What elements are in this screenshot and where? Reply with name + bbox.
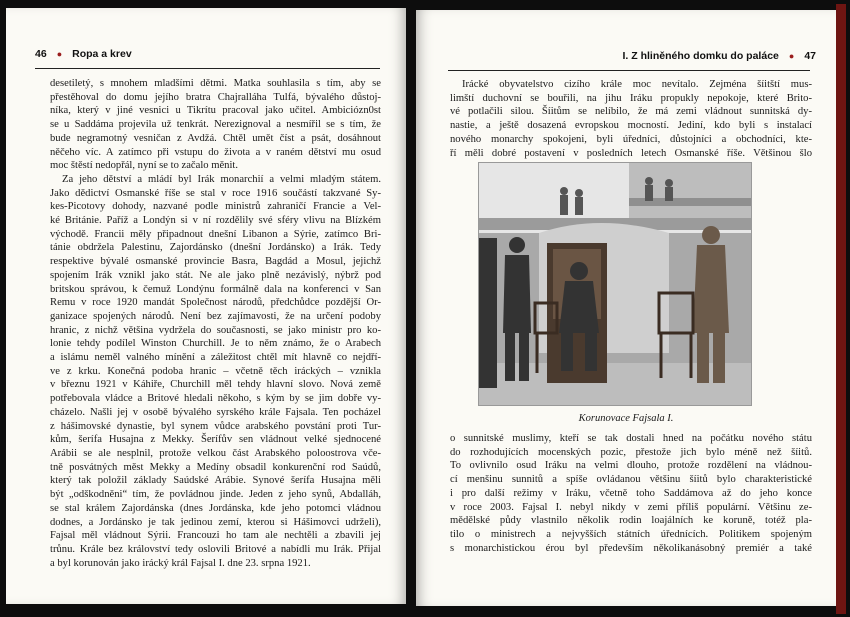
- text-line: a islámu neměl valného mínění a záležitost chtěl mít hlavně co nejdří-: [50, 352, 381, 364]
- text-line: Arábii se ale nesplnil, protože velkou část Arabského poloostrova vče-: [50, 447, 381, 459]
- text-line: nastie, a ještě dosazená evropskou mocností. Jediní, kdo byli s instalací: [450, 120, 812, 132]
- text-line: a byl korunován jako irácký král Fajsal I. dne 23. srpna 1921.: [50, 557, 311, 569]
- text-line: nového monarchy spokojeni, byli úředníci, důstojníci a obchodníci, kte-: [450, 133, 812, 145]
- text-line: ké Británie. Paříž a Londýn si v ní rozdělily své sféry vlivu na Blízkém: [50, 215, 381, 227]
- right-page-number: 47: [804, 50, 816, 62]
- text-line: kům, šerífa Husajna z Mekky. Šerífův sen vládnout velké sjednocené: [50, 434, 381, 446]
- text-line: lonie tehdy podílel Winston Churchill. Je to něm známo, že o Arabech: [50, 338, 381, 350]
- right-page: [416, 10, 836, 606]
- text-line: v roce 2003. Fajsal I. nebyl nikdy v zemi příliš populární. Většinu ze-: [450, 501, 812, 513]
- text-line: Jako dědictví Osmanské říše se stal v roce 1916 součástí takzvané Sy-: [50, 187, 381, 199]
- text-line: tánie obdržela Palestinu, Zajordánsko (dnešní Jordánsko) a Irák. Tedy: [50, 242, 381, 254]
- text-line: se u Saddáma projevila už tenkrát. Nerezignoval a nesmířil se s tím, že: [50, 119, 381, 131]
- text-line: ganizace spojených národů. Není bez zajímavosti, že na určení podoby: [50, 310, 381, 322]
- text-line: v březnu 1921 v Káhiře, Churchill měl tehdy hlavní slovo. Nová země: [50, 379, 381, 391]
- text-line: Remu v roce 1920 mandát Společnost národů, předchůdce pozdější Or-: [50, 297, 381, 309]
- coronation-photo: [478, 162, 752, 406]
- text-line: bude negramotný vesničan z Avdžá. Chtěl umět číst a psát, dosáhnout: [50, 132, 381, 144]
- text-line: To ovlivnilo osud Iráku na velmi dlouho, protože rozdělení na vládnou-: [450, 460, 812, 472]
- text-line: ve z krku. Konečná podoba hranic – včetně těch iráckých – vznikla: [50, 365, 381, 377]
- right-body-text-bottom: [450, 432, 812, 555]
- text-line: níka, který v jiné vesnici u Tikrítu pracoval jako učitel. Ambiciózn0st: [50, 105, 381, 117]
- left-page: [6, 8, 406, 604]
- text-line: tilo o ministrech a nejvyšších státních úřednících. Politikem spojeným: [450, 528, 812, 540]
- text-line: Irácké obyvatelstvo cizího krále moc nevítalo. Zejména šíitští mus-: [462, 79, 812, 90]
- left-running-title: Ropa a krev: [72, 48, 132, 60]
- book-edge: [836, 4, 846, 614]
- text-line: který tak položil základy Saúdské Arábie. Synové šerífa Husajna měli: [50, 475, 381, 487]
- header-rule: [35, 68, 380, 69]
- text-line: limští duchovní se bouřili, na jihu Iráku propukly nepokoje, které Brito-: [450, 92, 812, 104]
- text-line: kes-Picotovy dohody, nazvané podle ministrů zahraničí Francie a Vel-: [50, 201, 381, 213]
- header-rule: [448, 70, 810, 71]
- text-line: hranic, z nichž většina vydržela do současnosti, se jako ministr pro ko-: [50, 324, 381, 336]
- text-line: do rozhodujících mocenských pozic, přestože jich bylo méně než šíitů.: [450, 446, 812, 458]
- bullet-icon: ●: [788, 51, 795, 61]
- text-line: z hášimovské dynastie, byl synem vůdce arabského povstání proti Tur-: [50, 420, 381, 432]
- text-line: mědělské půdy vlastnilo několik rodin loajálních ke koruně, totéž pla-: [450, 515, 812, 527]
- text-line: cí menšinu sunnitů a spíše ovládanou většinu šíitů bylo charakteristické: [450, 474, 812, 486]
- text-line: něčeho víc. A zatímco při vstupu do života a v raném dětství mu osud: [50, 146, 381, 158]
- text-line: Fajsal měl vládnout Sýrii. Francouzi ho tam ale nechtěli a zbavili jej: [50, 530, 381, 542]
- text-line: cházelo. Našli jej v osobě bývalého syrského krále Fajsala. Ten pocházel: [50, 406, 381, 418]
- text-line: východě. Francii měly připadnout dnešní Libanon a Sýrie, zatímco Bri-: [50, 228, 381, 240]
- left-page-header: [35, 48, 132, 60]
- text-line: tně posvátných měst Mekky a Medíny obsadil konkurenční rod Saúdů,: [50, 461, 381, 473]
- text-line: moc štěstí nedopřál, nyní se to začalo měnit.: [50, 160, 238, 172]
- text-line: o sunnitské muslimy, kteří se tak dostali hned na počátku nového státu: [450, 433, 812, 444]
- bullet-icon: ●: [56, 49, 63, 59]
- text-line: trůnu. Krále bez království tedy oslovili Britové a nabídli mu Irák. Přijal: [50, 543, 381, 555]
- text-line: být „odškodněni“ tím, že povládnou jinde. Jeden z jeho synů, Abdalláh,: [50, 489, 381, 501]
- text-line: přestěhoval do domu jejího bratra Chajralláha Tulfá, bývalého důstoj-: [50, 91, 381, 103]
- left-body-text: [50, 77, 381, 570]
- text-line: spojením Irák vznikl jako stát. Ne ale jako plně nezávislý, nýbrž pod: [50, 269, 381, 281]
- photo-caption: Korunovace Fajsala I.: [578, 413, 674, 424]
- text-line: se stal králem Zajordánska (dnes Jordánska, kde jeho potomci vládnou: [50, 502, 381, 514]
- text-line: potřebovala vládce a Britové hledali někoho, s kým by se jim dobře vy-: [50, 393, 381, 405]
- text-line: dodnes, a Jordánsko je tak jedinou zemí, kterou si Hášimovci udrželi),: [50, 516, 381, 528]
- text-line: Za jeho dětství a mládí byl Irák monarchií a velmi mladým státem.: [62, 173, 381, 185]
- text-line: britskou správou, k čemuž Londýnu formálně dala na konferenci v San: [50, 283, 381, 295]
- text-line: ří měli dobré postavení v posledních letech Osmanské říše. Většinou šlo: [450, 147, 812, 159]
- right-body-text-top: [450, 78, 812, 160]
- text-line: vé potlačili silou. Šíitům se nelíbilo, že má zemi vládnout sunnitská dy-: [450, 106, 812, 118]
- right-running-title: I. Z hliněného domku do paláce: [622, 50, 779, 62]
- right-page-header: [623, 50, 816, 62]
- text-line: i pro další režimy v Iráku, včetně toho Saddámova až do jeho konce: [450, 487, 812, 499]
- text-line: desetiletý, s mnohem mladšími dětmi. Matka souhlasila s tím, aby se: [50, 78, 381, 89]
- left-page-number: 46: [35, 48, 47, 60]
- text-line: respektive bývalé osmanské provincie Basra, Bagdád a Mosul, jejichž: [50, 256, 381, 268]
- text-line: s monarchistickou érou byl především několikanásobný premiér a také: [450, 542, 812, 554]
